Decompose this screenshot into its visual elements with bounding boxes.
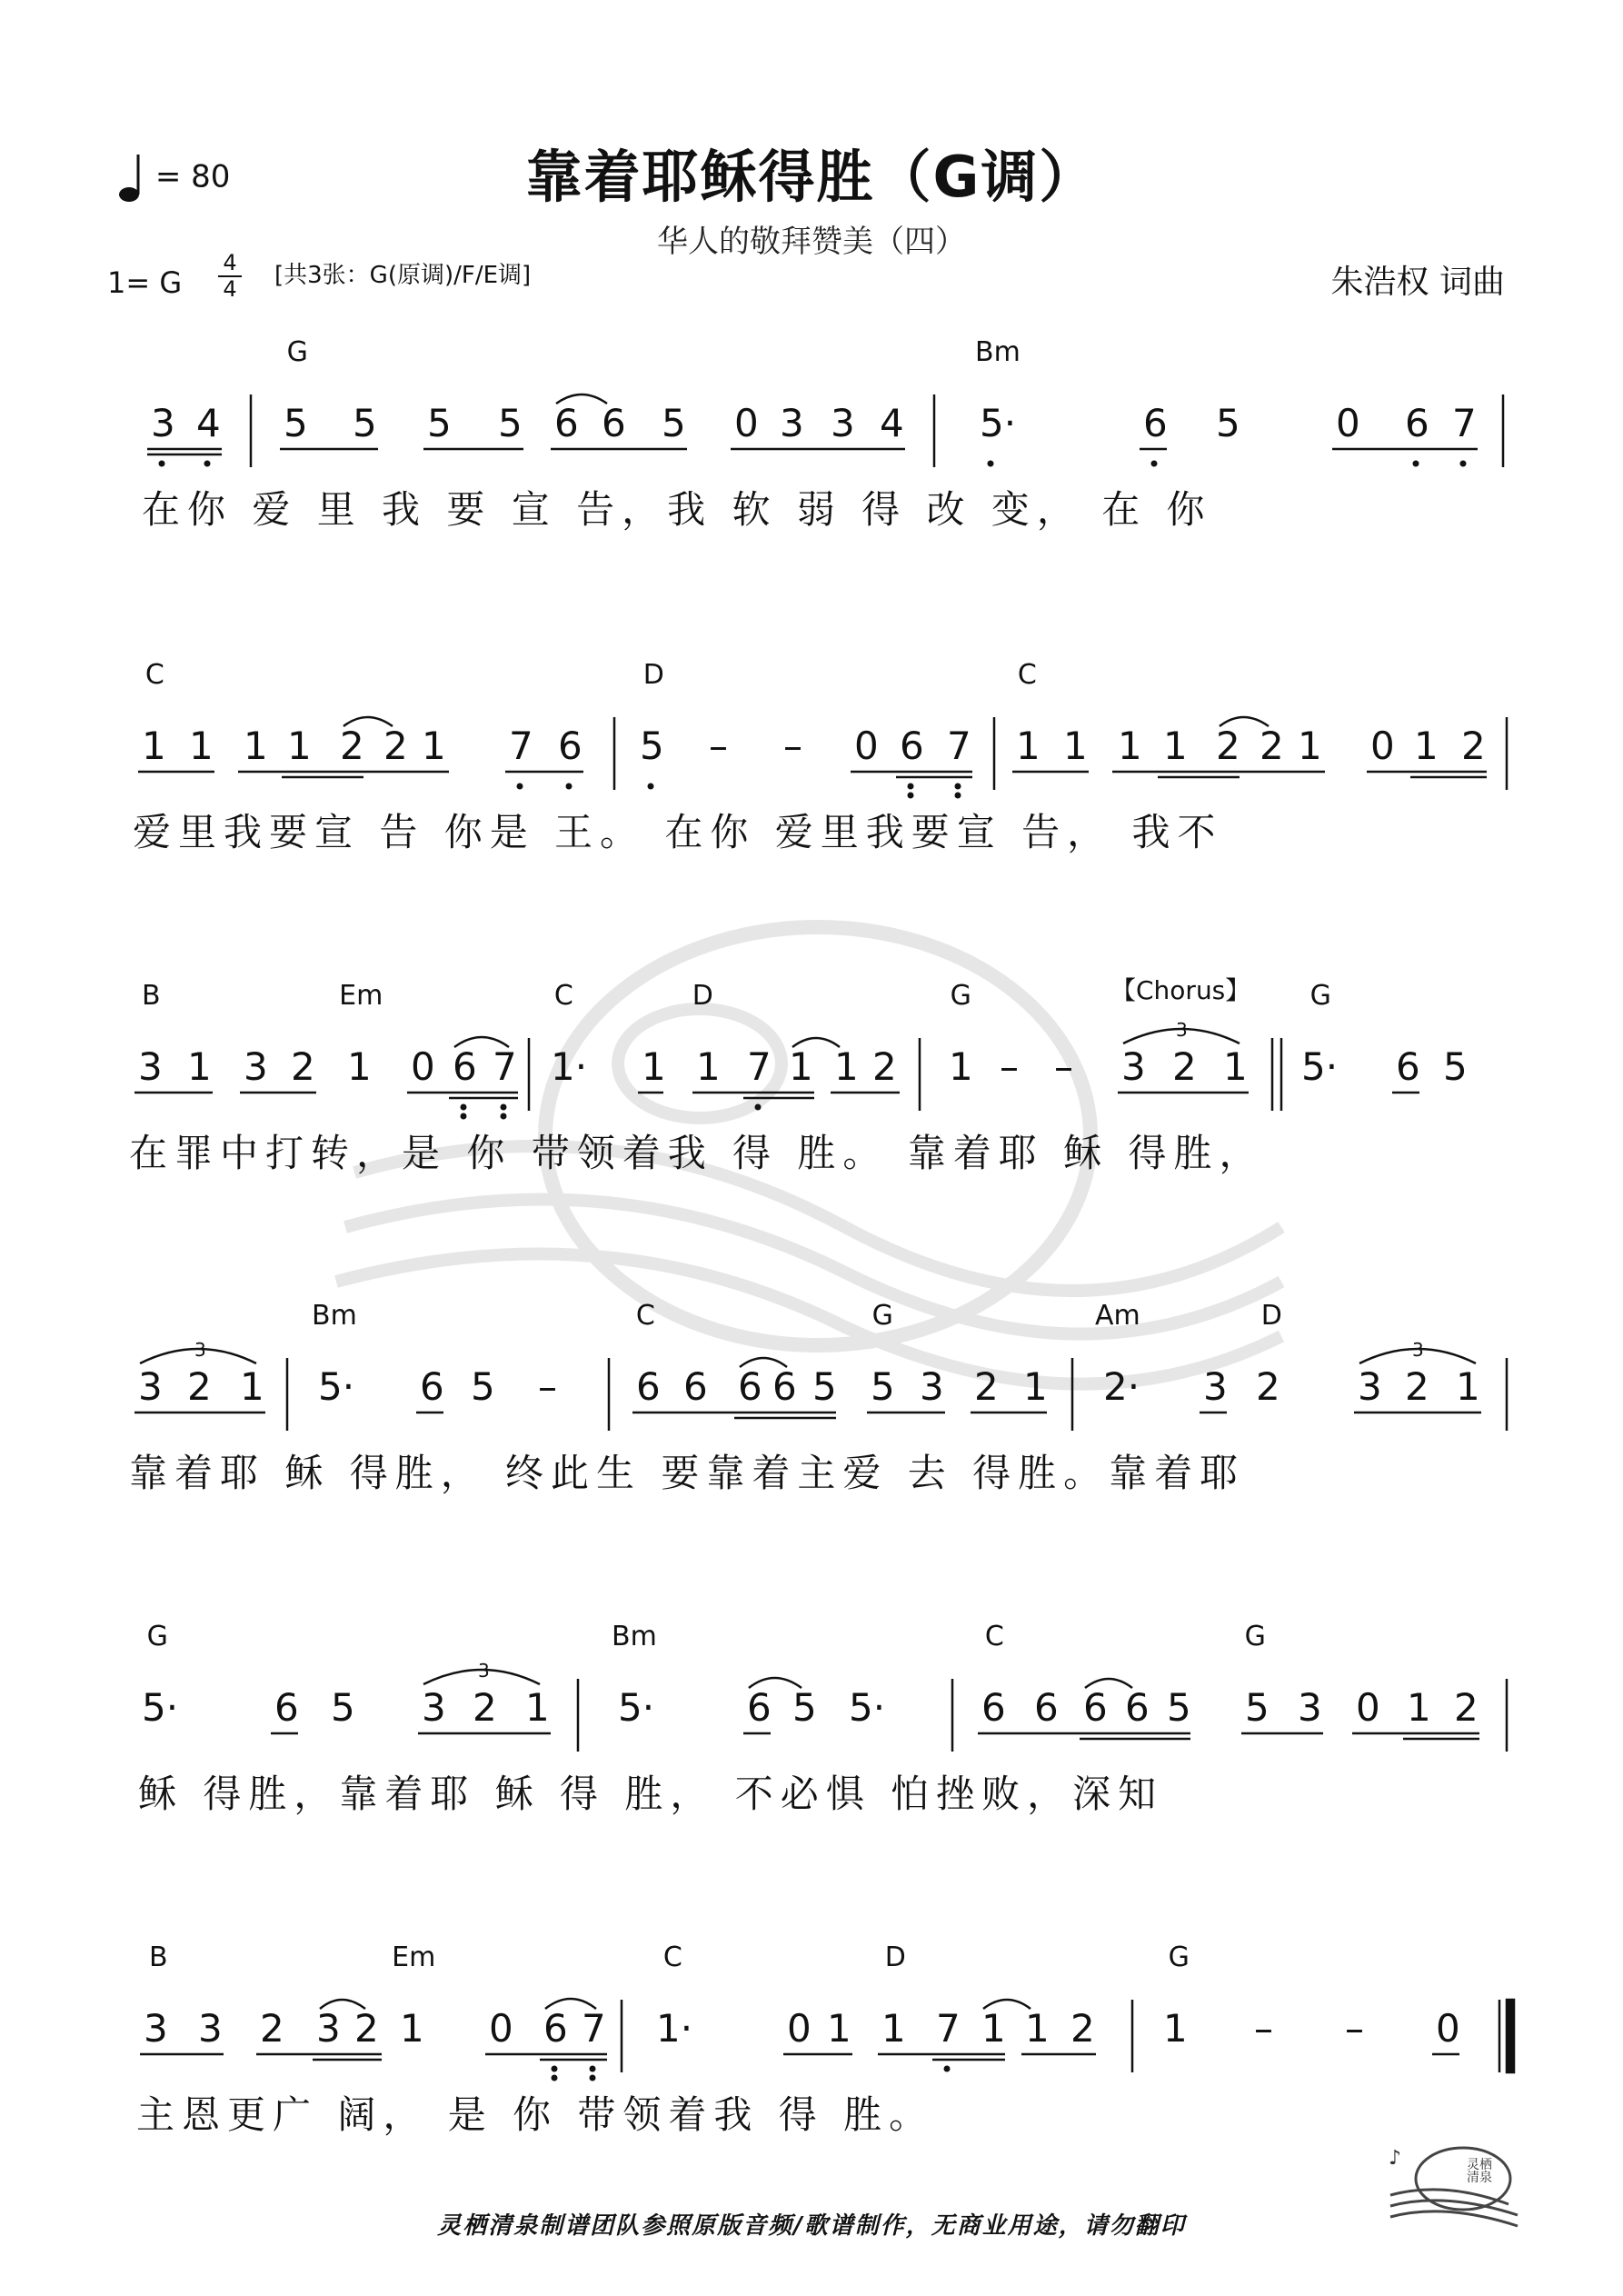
svg-text:1: 1 — [142, 724, 166, 768]
tempo-value: = 80 — [154, 158, 231, 195]
logo-text: 灵栖清泉 — [1467, 2158, 1492, 2185]
notation-line — [0, 1339, 1623, 1449]
svg-text:1·: 1· — [656, 2006, 693, 2051]
chord: G — [1244, 1621, 1266, 1652]
svg-text:1: 1 — [189, 724, 214, 768]
svg-text:5: 5 — [353, 401, 377, 445]
svg-text:3: 3 — [1358, 1364, 1382, 1409]
svg-text:3: 3 — [1176, 1019, 1188, 1041]
chord: Bm — [975, 336, 1021, 368]
chord: B — [141, 980, 161, 1012]
svg-text:–: – — [1345, 2006, 1364, 2051]
notation-line — [0, 717, 1623, 808]
svg-text:5: 5 — [471, 1364, 495, 1409]
svg-text:1: 1 — [187, 1044, 212, 1089]
song-subtitle: 华人的敬拜赞美（四） — [657, 224, 966, 260]
svg-text:6: 6 — [981, 1685, 1006, 1730]
svg-text:3: 3 — [1298, 1685, 1322, 1730]
svg-text:0: 0 — [1356, 1685, 1380, 1730]
svg-text:1: 1 — [1407, 1685, 1431, 1730]
svg-text:5·: 5· — [849, 1685, 886, 1730]
chord: D — [1260, 1300, 1282, 1332]
svg-text:6: 6 — [1396, 1044, 1420, 1089]
svg-text:7: 7 — [582, 2006, 606, 2051]
lyric-text: 主恩更广 阔， 是 你 带领着我 得 胜。 — [136, 2092, 935, 2137]
svg-text:6: 6 — [554, 401, 579, 445]
svg-text:1: 1 — [1456, 1364, 1480, 1409]
svg-text:5: 5 — [662, 401, 686, 445]
notation-line — [0, 1660, 1623, 1770]
svg-text:5·: 5· — [980, 401, 1017, 445]
svg-text:1: 1 — [525, 1685, 550, 1730]
time-top: 4 — [223, 250, 237, 275]
lyric-line — [0, 2085, 1623, 2140]
chord: D — [692, 980, 713, 1012]
svg-text:1: 1 — [789, 1044, 813, 1089]
svg-text:6: 6 — [274, 1685, 299, 1730]
lyric-text: 稣 得胜，靠着耶 稣 得 胜， 不必惧 怕挫败，深知 — [138, 1772, 1164, 1816]
svg-text:5: 5 — [871, 1364, 895, 1409]
svg-text:5: 5 — [812, 1364, 837, 1409]
svg-text:6: 6 — [558, 724, 582, 768]
svg-text:1: 1 — [1063, 724, 1088, 768]
svg-text:4: 4 — [880, 401, 904, 445]
svg-text:1: 1 — [1414, 724, 1439, 768]
svg-text:2: 2 — [260, 2006, 284, 2051]
notation-line — [0, 2000, 1623, 2091]
chord: Em — [339, 980, 383, 1012]
time-bottom: 4 — [223, 276, 237, 302]
svg-text:2: 2 — [1216, 724, 1240, 768]
svg-text:1: 1 — [642, 1044, 666, 1089]
svg-text:–: – — [783, 724, 802, 768]
chorus-label: 【Chorus】 — [1110, 975, 1251, 1005]
svg-text:1: 1 — [347, 1044, 372, 1089]
svg-text:2·: 2· — [1103, 1364, 1140, 1409]
svg-text:5: 5 — [427, 401, 452, 445]
song-title: 靠着耶稣得胜（G调） — [525, 144, 1098, 210]
svg-text:5: 5 — [1216, 401, 1240, 445]
svg-text:5: 5 — [498, 401, 523, 445]
svg-text:0: 0 — [411, 1044, 435, 1089]
system-3 — [0, 975, 1623, 1280]
chord: D — [642, 659, 664, 691]
chord: C — [1017, 659, 1037, 691]
svg-text:3: 3 — [138, 1364, 163, 1409]
svg-text:–: – — [1254, 2006, 1273, 2051]
svg-text:6: 6 — [1405, 401, 1429, 445]
svg-text:6: 6 — [602, 401, 626, 445]
svg-text:2: 2 — [1260, 724, 1284, 768]
sheep-logo — [1381, 2141, 1527, 2235]
chord: G — [1168, 1942, 1190, 1973]
lyric-line — [0, 480, 1623, 534]
svg-text:3: 3 — [198, 2006, 223, 2051]
svg-text:6: 6 — [900, 724, 924, 768]
svg-text:2: 2 — [1454, 1685, 1479, 1730]
svg-text:1: 1 — [981, 2006, 1006, 2051]
chord: Em — [392, 1942, 436, 1973]
svg-text:5: 5 — [284, 401, 308, 445]
chord: G — [871, 1300, 893, 1332]
system-4 — [0, 1300, 1623, 1600]
svg-text:1: 1 — [696, 1044, 721, 1089]
svg-text:3: 3 — [144, 2006, 168, 2051]
svg-text:1·: 1· — [551, 1044, 588, 1089]
svg-text:6: 6 — [1143, 401, 1168, 445]
svg-text:0: 0 — [734, 401, 759, 445]
svg-text:6: 6 — [747, 1685, 772, 1730]
svg-text:–: – — [1000, 1044, 1019, 1089]
lyric-line — [0, 1443, 1623, 1498]
svg-text:6: 6 — [1083, 1685, 1108, 1730]
svg-text:2: 2 — [974, 1364, 999, 1409]
svg-text:1: 1 — [1223, 1044, 1248, 1089]
svg-text:1: 1 — [827, 2006, 851, 2051]
chord: G — [950, 980, 971, 1012]
svg-text:5·: 5· — [318, 1364, 355, 1409]
svg-text:1: 1 — [244, 724, 268, 768]
chord: C — [984, 1621, 1004, 1652]
svg-text:5: 5 — [1167, 1685, 1191, 1730]
svg-text:5: 5 — [331, 1685, 355, 1730]
svg-text:0: 0 — [1436, 2006, 1460, 2051]
lyric-line — [0, 803, 1623, 857]
svg-text:–: – — [1054, 1044, 1073, 1089]
svg-text:2: 2 — [1172, 1044, 1197, 1089]
svg-text:4: 4 — [196, 401, 221, 445]
svg-text:6: 6 — [543, 2006, 568, 2051]
chord: C — [635, 1300, 655, 1332]
svg-text:2: 2 — [872, 1044, 897, 1089]
svg-text:3: 3 — [920, 1364, 944, 1409]
notation-line — [0, 1019, 1623, 1129]
notation-line — [0, 394, 1623, 485]
chord: D — [884, 1942, 906, 1973]
lyric-line — [0, 1764, 1623, 1819]
svg-text:1: 1 — [881, 2006, 906, 2051]
key-signature: 1= G — [107, 265, 183, 300]
system-1 — [0, 336, 1623, 636]
svg-text:5·: 5· — [618, 1685, 655, 1730]
svg-text:3: 3 — [138, 1044, 163, 1089]
svg-text:1: 1 — [1016, 724, 1041, 768]
svg-text:3: 3 — [478, 1660, 490, 1682]
svg-text:–: – — [709, 724, 728, 768]
svg-text:0: 0 — [787, 2006, 812, 2051]
svg-text:2: 2 — [1461, 724, 1486, 768]
svg-text:7: 7 — [747, 1044, 772, 1089]
chord: G — [146, 1621, 168, 1652]
svg-text:6: 6 — [420, 1364, 444, 1409]
key-versions-note: [共3张：G(原调)/F/E调] — [274, 262, 532, 289]
svg-text:2: 2 — [354, 2006, 379, 2051]
svg-text:1: 1 — [422, 724, 446, 768]
chord: C — [662, 1942, 682, 1973]
svg-text:5: 5 — [1443, 1044, 1468, 1089]
author-credit: 朱浩权 词曲 — [1330, 264, 1505, 301]
lyric-text: 靠着耶 稣 得胜， 终此生 要靠着主爱 去 得胜。靠着耶 — [129, 1451, 1246, 1495]
svg-text:–: – — [538, 1364, 557, 1409]
svg-text:1: 1 — [834, 1044, 859, 1089]
svg-text:3: 3 — [194, 1339, 206, 1361]
system-2 — [0, 659, 1623, 959]
time-signature — [216, 251, 244, 302]
svg-text:2: 2 — [291, 1044, 315, 1089]
svg-text:1: 1 — [400, 2006, 424, 2051]
svg-text:6: 6 — [683, 1364, 708, 1409]
svg-text:7: 7 — [1452, 401, 1477, 445]
chord: G — [286, 336, 308, 368]
svg-text:1: 1 — [240, 1364, 264, 1409]
svg-text:5: 5 — [792, 1685, 817, 1730]
svg-text:6: 6 — [453, 1044, 477, 1089]
svg-text:1: 1 — [287, 724, 312, 768]
chord: Bm — [612, 1621, 657, 1652]
svg-text:1: 1 — [1163, 724, 1188, 768]
system-5 — [0, 1621, 1623, 1921]
svg-text:3: 3 — [1203, 1364, 1228, 1409]
chord: C — [553, 980, 573, 1012]
svg-text:7: 7 — [936, 2006, 961, 2051]
chord: C — [144, 659, 164, 691]
svg-text:5: 5 — [640, 724, 664, 768]
svg-text:1: 1 — [1118, 724, 1142, 768]
svg-text:5·: 5· — [142, 1685, 179, 1730]
svg-text:3: 3 — [1121, 1044, 1146, 1089]
svg-text:2: 2 — [1256, 1364, 1280, 1409]
svg-text:3: 3 — [831, 401, 855, 445]
svg-text:7: 7 — [947, 724, 971, 768]
svg-text:2: 2 — [383, 724, 408, 768]
svg-text:2: 2 — [473, 1685, 497, 1730]
copyright-footer: 灵栖清泉制谱团队参照原版音频/歌谱制作，无商业用途，请勿翻印 — [437, 2212, 1186, 2240]
svg-text:3: 3 — [1412, 1339, 1424, 1361]
svg-text:♪: ♪ — [1389, 2147, 1402, 2170]
svg-text:1: 1 — [1163, 2006, 1188, 2051]
svg-text:7: 7 — [509, 724, 533, 768]
svg-text:2: 2 — [187, 1364, 212, 1409]
svg-text:6: 6 — [1034, 1685, 1059, 1730]
svg-text:6: 6 — [738, 1364, 762, 1409]
svg-text:3: 3 — [151, 401, 175, 445]
svg-text:0: 0 — [1370, 724, 1395, 768]
chord: Am — [1095, 1300, 1140, 1332]
svg-text:5·: 5· — [1301, 1044, 1339, 1089]
svg-text:3: 3 — [422, 1685, 446, 1730]
svg-text:2: 2 — [1070, 2006, 1095, 2051]
svg-text:2: 2 — [1405, 1364, 1429, 1409]
svg-text:0: 0 — [489, 2006, 513, 2051]
svg-text:0: 0 — [854, 724, 879, 768]
svg-text:2: 2 — [340, 724, 364, 768]
chord: B — [148, 1942, 168, 1973]
svg-text:1: 1 — [949, 1044, 973, 1089]
svg-text:7: 7 — [493, 1044, 517, 1089]
lyric-line — [0, 1123, 1623, 1178]
svg-text:6: 6 — [1125, 1685, 1150, 1730]
svg-text:1: 1 — [1298, 724, 1322, 768]
svg-text:6: 6 — [772, 1364, 797, 1409]
svg-text:3: 3 — [244, 1044, 268, 1089]
lyric-text: 爱里我要宣 告 你是 王。 在你 爱里我要宣 告， 我不 — [133, 810, 1223, 854]
svg-text:3: 3 — [780, 401, 804, 445]
system-6 — [0, 1942, 1623, 2241]
sheep-logo-icon — [1381, 2141, 1527, 2231]
svg-text:5: 5 — [1245, 1685, 1270, 1730]
svg-text:1: 1 — [1023, 1364, 1048, 1409]
svg-text:3: 3 — [316, 2006, 341, 2051]
chord: G — [1309, 980, 1331, 1012]
svg-text:6: 6 — [636, 1364, 661, 1409]
chord: Bm — [312, 1300, 357, 1332]
lyric-text: 在罪中打转，是 你 带领着我 得 胜。 靠着耶 稣 得胜， — [129, 1131, 1265, 1175]
lyric-text: 在你 爱 里 我 要 宣 告，我 软 弱 得 改 变， 在 你 — [142, 487, 1212, 532]
svg-text:1: 1 — [1025, 2006, 1050, 2051]
svg-text:0: 0 — [1336, 401, 1360, 445]
